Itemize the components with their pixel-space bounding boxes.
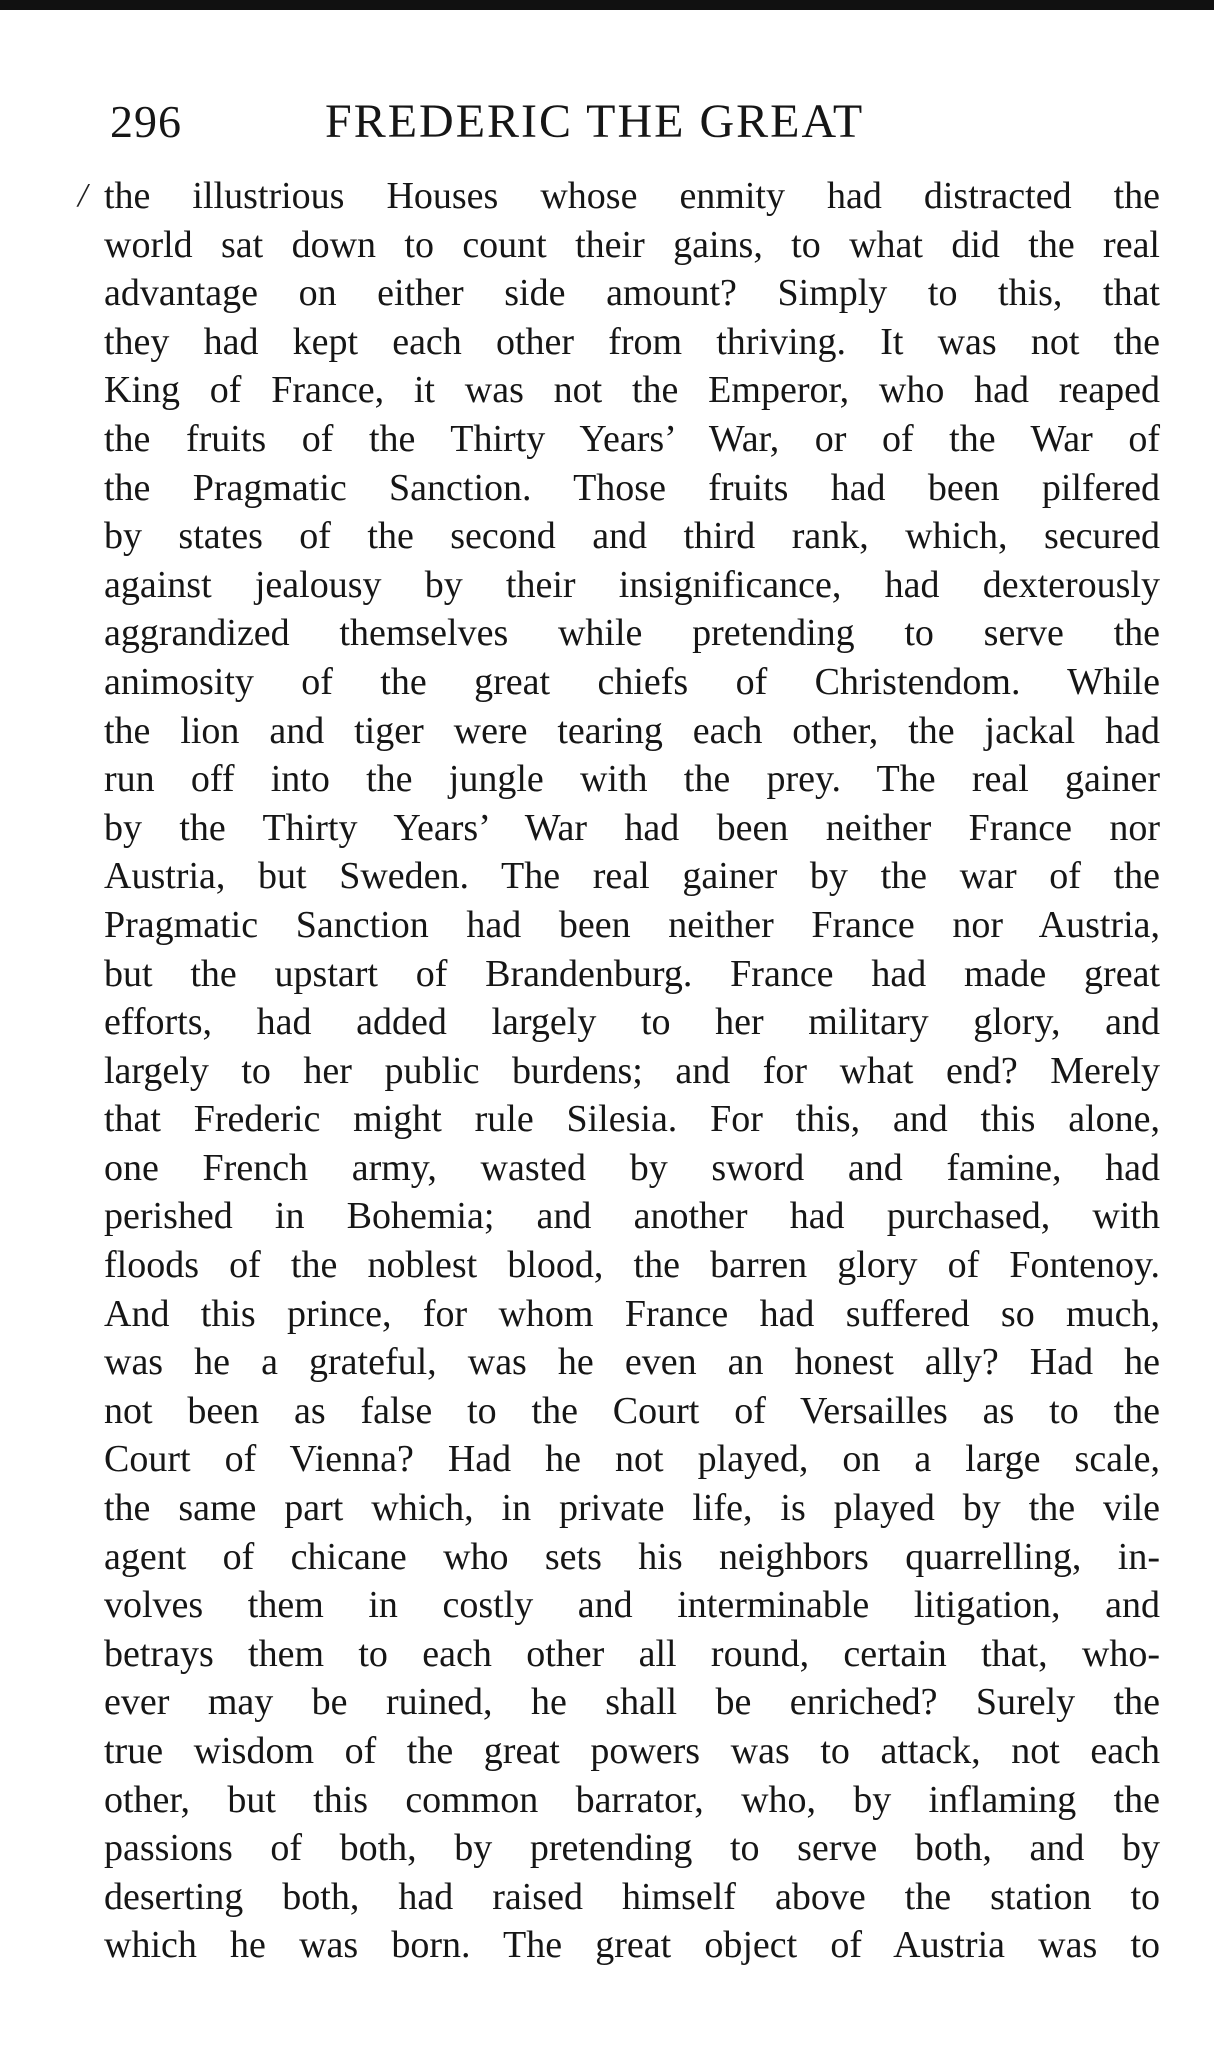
text-line: against jealousy by their insignificance, had dexterously <box>104 563 1160 606</box>
text-line: was he a grateful, was he even an honest ally? Had he <box>104 1341 1160 1384</box>
text-line: And this prince, for whom France had suffered so much, <box>104 1292 1160 1335</box>
text-line: Court of Vienna? Had he not played, on a large scale, <box>104 1438 1160 1481</box>
text-line: one French army, wasted by sword and famine, had <box>104 1146 1160 1189</box>
text-line: by the Thirty Years’ War had been neither France nor <box>104 806 1160 849</box>
text-line: King of France, it was not the Emperor, who had reaped <box>104 369 1160 412</box>
text-line: true wisdom of the great powers was to attack, not each <box>104 1730 1160 1772</box>
text-line: floods of the noblest blood, the barren glory of Fontenoy. <box>104 1244 1160 1287</box>
text-line: the Pragmatic Sanction. Those fruits had been pilfered <box>104 466 1160 509</box>
text-line: ever may be ruined, he shall be enriched? Surely the <box>104 1681 1160 1724</box>
text-line: world sat down to count their gains, to what did the real <box>104 223 1160 266</box>
text-line: they had kept each other from thriving. It was not the <box>104 320 1160 363</box>
text-line: the lion and tiger were tearing each other, the jackal had <box>104 709 1160 752</box>
text-line: which he was born. The great object of Austria was to <box>104 1924 1160 1967</box>
text-line: Austria, but Sweden. The real gainer by the war of the <box>104 855 1160 898</box>
text-line: not been as false to the Court of Versailles as to the <box>104 1389 1160 1432</box>
text-line: the fruits of the Thirty Years’ War, or of the War of <box>104 417 1160 460</box>
text-line: largely to her public burdens; and for what end? Merely <box>104 1049 1160 1092</box>
page-number: 296 <box>110 96 182 147</box>
text-line: run off into the jungle with the prey. The real gainer <box>104 758 1160 801</box>
text-line: betrays them to each other all round, certain that, who- <box>104 1632 1160 1675</box>
text-line: the illustrious Houses whose enmity had distracted the <box>104 175 1160 217</box>
page-header <box>110 92 1160 152</box>
running-title: FREDERIC THE GREAT <box>325 95 865 148</box>
text-line: agent of chicane who sets his neighbors quarrelling, in- <box>104 1535 1160 1578</box>
text-line: animosity of the great chiefs of Christendom. While <box>104 660 1160 703</box>
text-line: other, but this common barrator, who, by inflaming the <box>104 1778 1160 1821</box>
text-line: efforts, had added largely to her military glory, and <box>104 1001 1160 1044</box>
text-line: but the upstart of Brandenburg. France had made great <box>104 952 1160 995</box>
text-line: aggrandized themselves while pretending to serve the <box>104 612 1160 655</box>
text-line: that Frederic might rule Silesia. For this, and this alone, <box>104 1098 1160 1141</box>
margin-mark: / <box>78 177 88 214</box>
text-line: advantage on either side amount? Simply to this, that <box>104 272 1160 315</box>
body-text <box>104 172 1160 1970</box>
text-line: perished in Bohemia; and another had purchased, with <box>104 1195 1160 1238</box>
text-line: Pragmatic Sanction had been neither France nor Austria, <box>104 903 1160 946</box>
text-line: the same part which, in private life, is played by the vile <box>104 1487 1160 1530</box>
text-line: passions of both, by pretending to serve both, and by <box>104 1827 1160 1870</box>
text-line: deserting both, had raised himself above the station to <box>104 1875 1160 1918</box>
text-line: volves them in costly and interminable litigation, and <box>104 1584 1160 1627</box>
text-line: by states of the second and third rank, which, secured <box>104 515 1160 558</box>
top-border-rule <box>0 0 1214 10</box>
